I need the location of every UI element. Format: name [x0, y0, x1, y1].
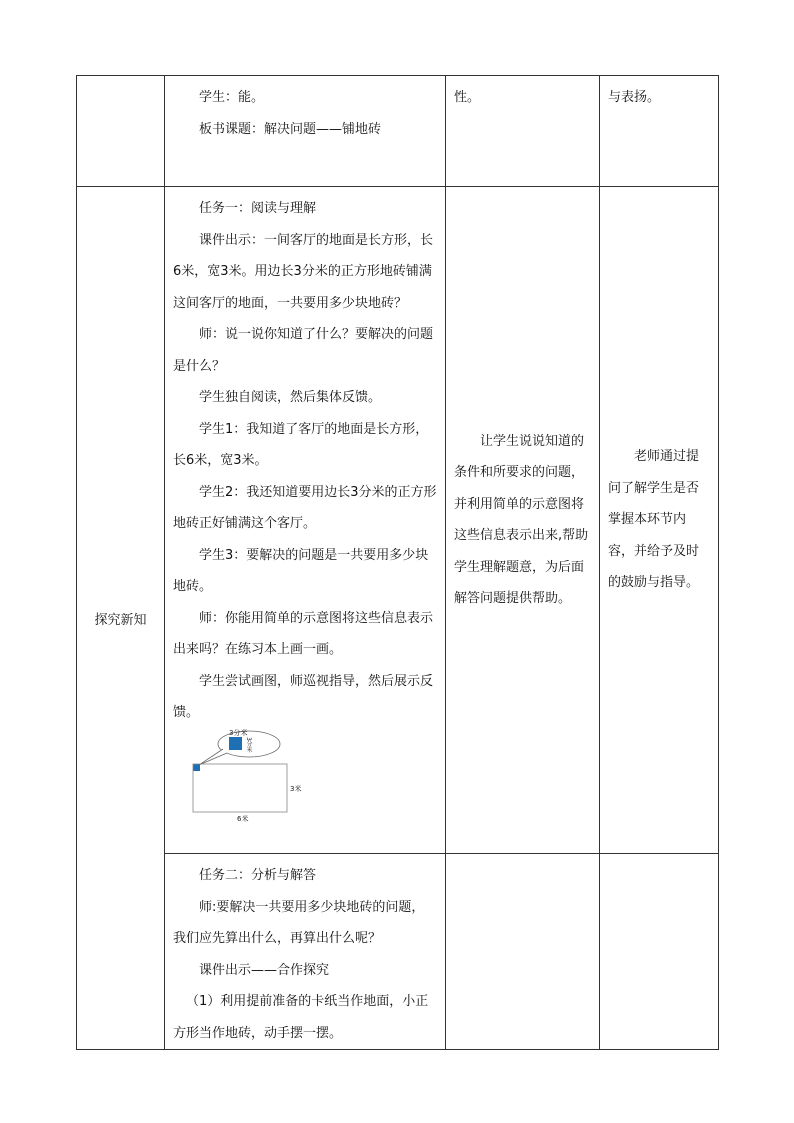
lesson-plan-table: [76, 75, 719, 1050]
table-row: [77, 854, 719, 1050]
tile-side-label: 3分米: [245, 736, 252, 753]
bubble-tail: [199, 749, 227, 765]
paragraph: （1）利用提前准备的卡纸当作地面，小正方形当作地砖，动手摆一摆。: [173, 994, 429, 1041]
tile-large: [229, 737, 242, 750]
tile-top-label: 3分米: [229, 728, 248, 737]
paragraph: 课件出示——合作探究: [199, 962, 330, 978]
room-length-label: 6米: [237, 814, 249, 823]
room-rectangle: [193, 764, 287, 812]
table-row: [77, 76, 719, 187]
activity-cell: [165, 76, 446, 187]
paragraph: 让学生说说知道的条件和所要求的问题，并利用简单的示意图将这些信息表示出来,帮助学生理解题意，为后面解答问题提供帮助。: [454, 433, 589, 606]
table-row: [77, 187, 719, 854]
paragraph: 师：你能用简单的示意图将这些信息表示出来吗？在练习本上画一画。: [173, 610, 434, 657]
paragraph: 学生独自阅读，然后集体反馈。: [199, 390, 382, 405]
stage-label: 探究新知: [94, 612, 147, 628]
paragraph: 老师通过提问了解学生是否掌握本环节内容，并给予及时的鼓励与指导。: [608, 449, 700, 591]
assessment-cell: 与表扬。: [600, 76, 719, 187]
floor-tile-diagram: [165, 729, 446, 829]
paragraph: 师：说一说你知道了什么？要解决的问题是什么？: [173, 327, 434, 374]
stage-cell: [77, 76, 165, 187]
assessment-cell: [600, 854, 719, 1050]
room-width-label: 3米: [290, 784, 302, 793]
intent-cell: 性。: [446, 76, 600, 187]
task-heading: 任务一：阅读与理解: [199, 201, 317, 216]
assessment-cell: [600, 187, 719, 854]
intent-cell: [446, 187, 600, 854]
activity-cell: [165, 854, 446, 1050]
paragraph: 学生：能。: [199, 90, 265, 105]
paragraph: 课件出示：一间客厅的地面是长方形，长6米，宽3米。用边长3分米的正方形地砖铺满这间客厅的地面，一共要用多少块地砖？: [173, 232, 434, 311]
paragraph: 板书课题：解决问题——铺地砖: [199, 121, 382, 137]
paragraph: 学生2：我还知道要用边长3分米的正方形地砖正好铺满这个客厅。: [173, 484, 437, 531]
paragraph: 师:要解决一共要用多少块地砖的问题，我们应先算出什么，再算出什么呢？: [173, 899, 425, 946]
paragraph: 学生1：我知道了客厅的地面是长方形，长6米，宽3米。: [173, 421, 429, 468]
activity-cell: [165, 187, 446, 854]
task-heading: 任务二：分析与解答: [199, 868, 317, 883]
paragraph: 学生尝试画图，师巡视指导，然后展示反馈。: [173, 673, 434, 720]
diagram-svg: [165, 729, 446, 829]
tile-small: [193, 764, 200, 771]
paragraph: 学生3：要解决的问题是一共要用多少块地砖。: [173, 547, 429, 594]
stage-cell: [77, 187, 165, 1050]
intent-cell: [446, 854, 600, 1050]
